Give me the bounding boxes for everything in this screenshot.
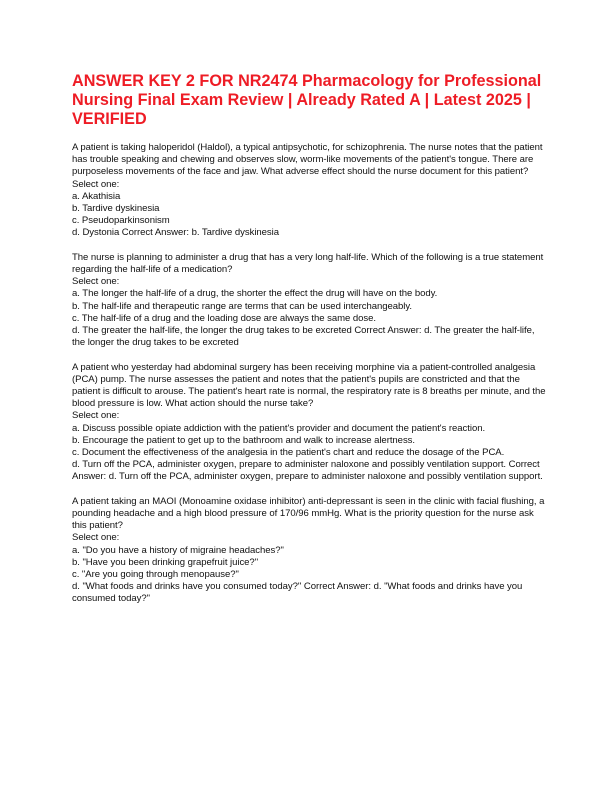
answer-option-with-correct-answer: d. Turn off the PCA, administer oxygen, prepare to administer naloxone and possibly ventilation support. Correct Answer: d. Turn off the PCA, administer oxygen, prepare to administer naloxone and possibly ventilation support. [72,459,543,483]
question-stem: A patient who yesterday had abdominal surgery has been receiving morphine via a patient-controlled analgesia (PCA) pump. The nurse assesses the patient and notes that the patient's pupils are constricted and that the patient is difficult to arouse. The patient's heart rate is normal, the respiratory rate is 8 breaths per minute, and the blood pressure is low. What action should the nurse take? [72,361,546,410]
question-4 [72,496,548,606]
document-title: ANSWER KEY 2 FOR NR2474 Pharmacology for Professional Nursing Final Exam Review | Already Rated A | Latest 2025 | VERIFIED [72,72,542,128]
answer-option: a. Discuss possible opiate addiction with the patient's provider and document the patient's reaction. [72,422,486,434]
select-one-label: Select one: [72,276,120,288]
answer-option: b. Tardive dyskinesia [72,203,160,215]
question-1 [72,142,548,240]
answer-option-with-correct-answer: d. The greater the half-life, the longer the drug takes to be excreted Correct Answer: d. The greater the half-life, the longer the drug takes to be excreted [72,325,535,349]
answer-option: c. The half-life of a drug and the loading dose are always the same dose. [72,312,376,324]
select-one-label: Select one: [72,410,120,422]
answer-option: c. Pseudoparkinsonism [72,215,170,227]
select-one-label: Select one: [72,178,120,190]
answer-option: b. The half-life and therapeutic range are terms that can be used interchangeably. [72,300,412,312]
question-stem: A patient is taking haloperidol (Haldol), a typical antipsychotic, for schizophrenia. The nurse notes that the patient has trouble speaking and chewing and observes slow, worm-like movements of the patient's tongue. There are purposeless movements of the face and jaw. What adverse effect should the nurse document for this patient? [72,142,543,178]
answer-option: a. "Do you have a history of migraine headaches?" [72,544,284,556]
question-stem: A patient taking an MAOI (Monoamine oxidase inhibitor) anti-depressant is seen in the clinic with facial flushing, a pounding headache and a high blood pressure of 170/96 mmHg. What is the priority question for the nurse ask this patient? [72,495,545,532]
question-stem: The nurse is planning to administer a drug that has a very long half-life. Which of the following is a true statement regarding the half-life of a medication? [72,251,544,276]
document-body [72,142,548,618]
question-2 [72,252,548,350]
answer-option-with-correct-answer: d. "What foods and drinks have you consumed today?" Correct Answer: d. "What foods and drinks have you consumed today?" [72,581,523,605]
select-one-label: Select one: [72,532,120,544]
answer-option: c. Document the effectiveness of the analgesia in the patient's chart and reduce the dosage of the PCA. [72,447,505,459]
answer-option: a. The longer the half-life of a drug, the shorter the effect the drug will have on the body. [72,288,438,300]
answer-option-with-correct-answer: d. Dystonia Correct Answer: b. Tardive dyskinesia [72,227,279,239]
answer-option: a. Akathisia [72,190,121,202]
answer-option: b. "Have you been drinking grapefruit juice?" [72,556,259,568]
question-3 [72,362,548,484]
answer-option: b. Encourage the patient to get up to the bathroom and walk to increase alertness. [72,434,415,446]
answer-option: c. "Are you going through menopause?" [72,569,239,581]
